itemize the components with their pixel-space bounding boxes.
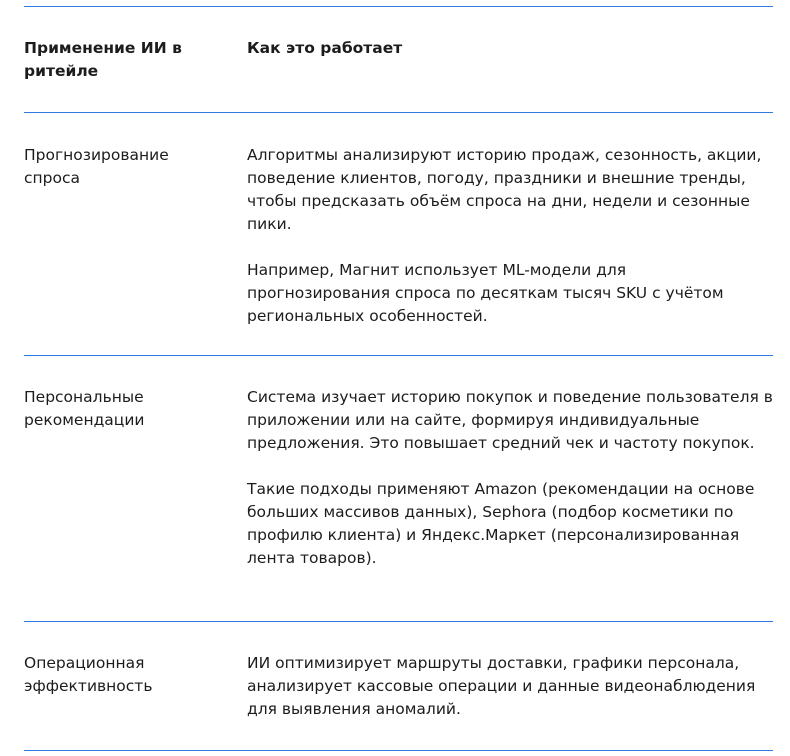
paragraph: ИИ оптимизирует маршруты доставки, графики персонала, анализирует кассовые операции и данные видеонаблюдения для выявления аномалий. — [247, 654, 756, 718]
paragraph: Например, Магнит использует ML-модели для прогнозирования спроса по десяткам тысяч SKU с учётом региональных особенностей. — [247, 261, 724, 325]
ai-retail-table — [24, 6, 773, 751]
paragraph: Система изучает историю покупок и поведение пользователя в приложении или на сайте, формируя индивидуальные предложения. Это повышает средний чек и частоту покупок. — [247, 388, 773, 452]
row-title: Прогнозирование спроса — [24, 146, 169, 187]
paragraph: Такие подходы применяют Amazon (рекомендации на основе больших массивов данных), Sephora (подбор косметики по профилю клиента) и Яндекс.Маркет (персонализированная лента товаров). — [247, 480, 755, 567]
header-how-it-works: Как это работает — [247, 39, 403, 57]
row-description — [247, 386, 773, 570]
row-description — [247, 652, 773, 721]
paragraph: Алгоритмы анализируют историю продаж, сезонность, акции, поведение клиентов, погоду, праздники и внешние тренды, чтобы предсказать объём спроса на дни, недели и сезонные пики. — [247, 146, 762, 233]
row-description — [247, 144, 773, 328]
header-application: Применение ИИ в ритейле — [24, 39, 182, 80]
row-title: Персональные рекомендации — [24, 388, 145, 429]
table-row — [24, 112, 773, 355]
row-title: Операционная эффективность — [24, 654, 153, 695]
table-row — [24, 355, 773, 621]
table-row — [24, 621, 773, 751]
table-header-row — [24, 6, 773, 112]
